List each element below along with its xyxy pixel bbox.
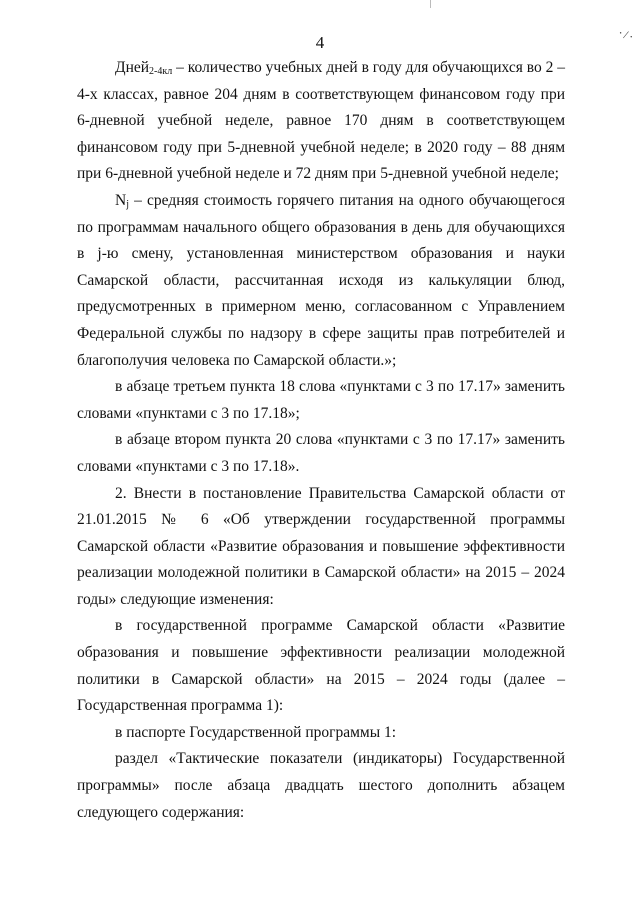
variable-subscript: 2-4кл: [149, 66, 173, 77]
paragraph-text: 2. Внести в постановление Правительства Самарской области от 21.01.2015 № 6 «Об утверждении государственной программы Самарской области «Развитие образования и повышение эффективности реализации молодежной политики в Самарской области» на 2015 – 2024 годы» следующие изменения:: [77, 484, 565, 608]
variable-name: N: [115, 191, 127, 209]
paragraph-text: в государственной программе Самарской области «Развитие образования и повышение эффективности реализации молодежной политики в Самарской области» на 2015 – 2024 годы (далее – Государственная программа 1):: [77, 617, 565, 715]
paragraph-passport: [77, 720, 565, 747]
paragraph-text: в абзаце втором пункта 20 слова «пунктами с 3 по 17.17» заменить словами «пунктами с 3 по 17.18».: [77, 431, 565, 475]
document-body: [77, 55, 565, 826]
paragraph-text: – средняя стоимость горячего питания на одного обучающегося по программам начального общего образования в день для обучающихся в j-ю смену, установленная министерством образования и науки Самарской области, рассчитанная исходя из калькуляции блюд, предусмотренных в примерном меню, согласованном с Управлением Федеральной службы по надзору в сфере защиты прав потребителей и благополучия человека по Самарской области.»;: [77, 191, 565, 369]
variable-subscript: j: [126, 198, 129, 210]
paragraph-item-20: [77, 427, 565, 480]
paragraph-text: в абзаце третьем пункта 18 слова «пунктами с 3 по 17.17» заменить словами «пунктами с 3 по 17.18»;: [77, 378, 565, 422]
scan-edge-mark: [430, 0, 431, 8]
page-number: 4: [315, 33, 325, 52]
paragraph-section-2: [77, 481, 565, 614]
paragraph-cost-definition: [77, 188, 565, 374]
paragraph-text: – количество учебных дней в году для обучающихся во 2 – 4-х классах, равное 204 дням в соответствующем финансовом году при 6-дневной учебной неделе, равное 170 дням в соответствующем финансовом году при 5-дневной учебной неделе; в 2020 году – 88 дням при 6-дневной учебной неделе и 72 дням при 5-дневной учебной неделе;: [77, 59, 565, 183]
scan-artifact: ·/·: [616, 25, 638, 45]
paragraph-tactical-indicators: [77, 746, 565, 826]
paragraph-state-program: [77, 613, 565, 719]
paragraph-text: в паспорте Государственной программы 1:: [115, 723, 397, 741]
paragraph-item-18: [77, 374, 565, 427]
variable-name: Дней: [115, 59, 150, 76]
paragraph-days-definition: [77, 55, 565, 188]
paragraph-text: раздел «Тактические показатели (индикаторы) Государственной программы» после абзаца двадцать шестого дополнить абзацем следующего содержания:: [77, 750, 565, 821]
